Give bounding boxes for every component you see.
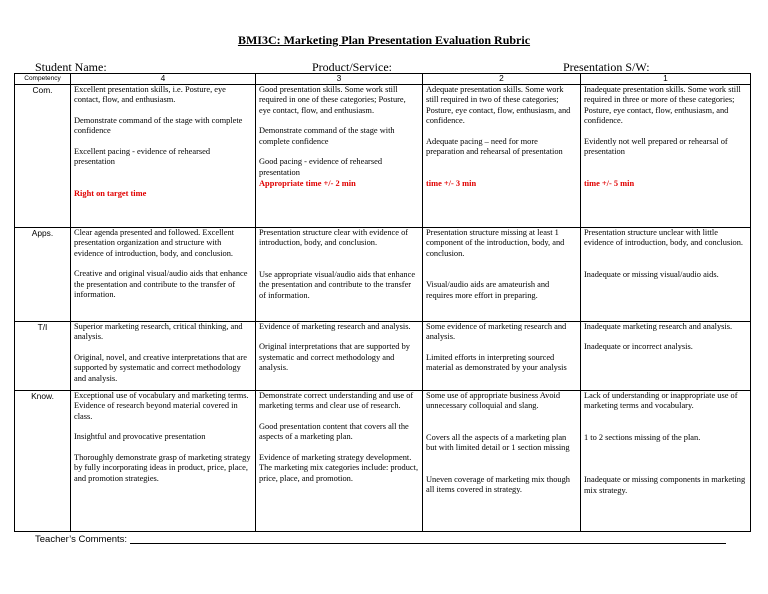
cell-know-2 (423, 390, 581, 531)
cell-apps-1 (581, 227, 751, 321)
row-thinking-inquiry (15, 321, 751, 390)
criterion-text: Superior marketing research, critical thinking, and analysis. (74, 321, 243, 342)
competency-com: Com. (15, 84, 71, 227)
cell-com-4 (71, 84, 256, 227)
criterion-text: Presentation structure clear with evidence of introduction, body, and conclusion. (259, 227, 409, 248)
criterion-text: Thoroughly demonstrate grasp of marketing strategy by fully incorporating ideas in product, price, place, and promotion strategies. (74, 452, 251, 484)
cell-apps-4 (71, 227, 256, 321)
rubric-table (14, 73, 751, 532)
cell-com-2 (423, 84, 581, 227)
student-name-label: Student Name: (35, 60, 107, 74)
cell-ti-3 (256, 321, 423, 390)
criterion-text: Original, novel, and creative interpretations that are supported by systematic and correct methodology and analysis. (74, 352, 248, 383)
criterion-text: Excellent presentation skills, i.e. Posture, eye contact, flow, and enthusiasm. (74, 84, 226, 105)
criterion-text: Insightful and provocative presentation (74, 432, 206, 442)
criterion-text: Presentation structure missing at least 1 component of the introduction, body, and conclusion. (426, 227, 565, 258)
criterion-text: Lack of understanding or inappropriate use of marketing terms and vocabulary. (584, 390, 738, 411)
comments-line[interactable] (130, 543, 726, 544)
time-target: Appropriate time +/- 2 min (259, 178, 356, 188)
criterion-text: Inadequate or missing components in marketing mix strategy. (584, 475, 746, 495)
criterion-text: Good pacing - evidence of rehearsed presentation (259, 157, 383, 178)
criterion-text: Inadequate or incorrect analysis. (584, 342, 693, 352)
competency-ti: T/I (15, 321, 71, 390)
cell-ti-1 (581, 321, 751, 390)
teacher-comments-label: Teacher’s Comments: (35, 534, 128, 545)
criterion-text: Clear agenda presented and followed. Excellent presentation organization and structure with evidence of introduction, body, and conclusion. (74, 227, 234, 258)
cell-apps-3 (256, 227, 423, 321)
criterion-text: Evidence of marketing strategy development. The marketing mix categories include: product, price, place, and promotion. (259, 452, 419, 484)
cell-com-1 (581, 84, 751, 227)
criterion-text: Demonstrate correct understanding and use of marketing terms and clear use of research. (259, 390, 414, 411)
header-level-3: 3 (256, 74, 423, 85)
row-communication (15, 84, 751, 227)
cell-know-4 (71, 390, 256, 531)
time-target: time +/- 3 min (426, 179, 477, 189)
criterion-text: Inadequate or missing visual/audio aids. (584, 269, 719, 279)
criterion-text: Use appropriate visual/audio aids that enhance the presentation and contribute to the transfer of information. (259, 269, 416, 300)
rubric-header-row (15, 74, 751, 85)
criterion-text: Inadequate presentation skills. Some work still required in three or more of these categories; Posture, eye contact, flow, enthusiasm, and confidence. (584, 84, 741, 126)
criterion-text: Covers all the aspects of a marketing plan but with limited detail or 1 section missing (426, 432, 570, 453)
cell-ti-4 (71, 321, 256, 390)
header-level-2: 2 (423, 74, 581, 85)
cell-com-3 (256, 84, 423, 227)
criterion-text: Some evidence of marketing research and analysis. (426, 321, 567, 342)
competency-apps: Apps. (15, 227, 71, 321)
criterion-text: Good presentation content that covers all the aspects of a marketing plan. (259, 421, 409, 442)
product-service-label: Product/Service: (312, 60, 392, 74)
header-level-1: 1 (581, 74, 751, 85)
header-level-4: 4 (71, 74, 256, 85)
cell-ti-2 (423, 321, 581, 390)
criterion-text: 1 to 2 sections missing of the plan. (584, 432, 701, 442)
criterion-text: Limited efforts in interpreting sourced material as demonstrated by your analysis (426, 352, 567, 373)
criterion-text: Exceptional use of vocabulary and marketing terms. Evidence of research beyond material covered in class. (74, 390, 249, 421)
criterion-text: Creative and original visual/audio aids that enhance the presentation and contribute to the transfer of information. (74, 269, 248, 300)
criterion-text: Original interpretations that are supported by systematic and correct methodology and analysis. (259, 342, 410, 373)
criterion-text: Evidently not well prepared or rehearsal of presentation (584, 136, 728, 157)
criterion-text: Adequate pacing – need for more preparation and rehearsal of presentation (426, 136, 563, 157)
page-title: BMI3C: Marketing Plan Presentation Evaluation Rubric (237, 33, 531, 47)
row-knowledge (15, 390, 751, 531)
criterion-text: Visual/audio aids are amateurish and requires more effort in preparing. (426, 280, 550, 300)
time-target: time +/- 5 min (584, 179, 635, 189)
criterion-text: Some use of appropriate business Avoid unnecessary colloquial and slang. (426, 390, 561, 411)
cell-know-1 (581, 390, 751, 531)
criterion-text: Excellent pacing - evidence of rehearsed presentation (74, 146, 211, 167)
criterion-text: Evidence of marketing research and analysis. (259, 321, 411, 331)
cell-apps-2 (423, 227, 581, 321)
criterion-text: Presentation structure unclear with little evidence of introduction, body, and conclusion. (584, 227, 744, 248)
criterion-text: Adequate presentation skills. Some work still required in two of these categories; Posture, eye contact, flow, enthusiasm, and confidence. (426, 84, 571, 126)
time-target: Right on target time (74, 189, 147, 199)
competency-know: Know. (15, 390, 71, 531)
row-application (15, 227, 751, 321)
criterion-text: Good presentation skills. Some work still required in one of these categories; Posture, eye contact, flow, and enthusiasm. (259, 84, 406, 115)
presentation-sw-label: Presentation S/W: (563, 60, 650, 74)
criterion-text: Inadequate marketing research and analysis. (584, 321, 733, 331)
criterion-text: Uneven coverage of marketing mix though all items covered in strategy. (426, 474, 570, 495)
criterion-text: Demonstrate command of the stage with complete confidence (74, 115, 243, 136)
criterion-text: Demonstrate command of the stage with complete confidence (259, 126, 395, 146)
header-competency: Competency (15, 74, 71, 85)
cell-know-3 (256, 390, 423, 531)
